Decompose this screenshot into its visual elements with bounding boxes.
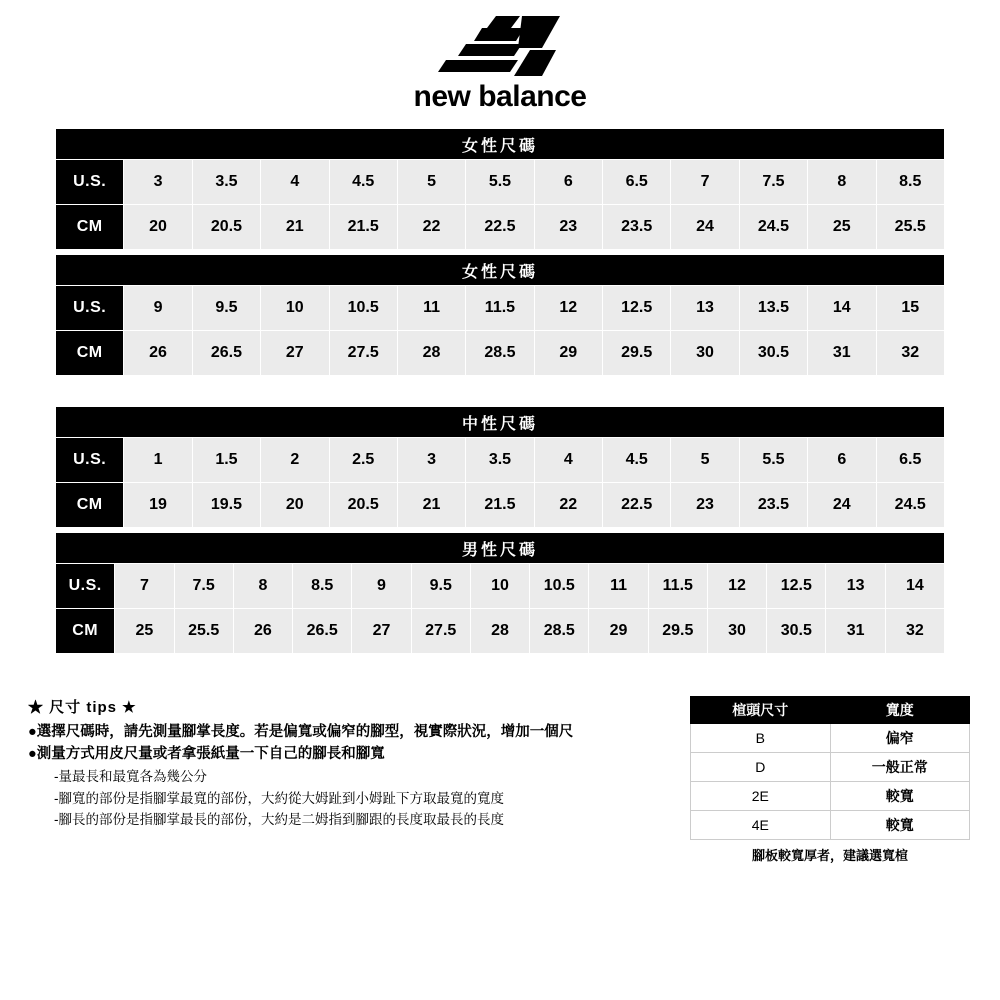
cell: 29 [589,609,648,654]
tips-sub: -量最長和最寬各為幾公分 [54,768,207,784]
table-header-row [56,129,945,160]
cell: 10 [470,564,529,609]
cell: 29.5 [603,331,671,376]
row-label: CM [56,331,124,376]
cell: 10 [261,286,329,331]
cell: 2.5 [329,438,397,483]
width-code: 4E [691,811,831,840]
cell: 5 [397,160,465,205]
cell: 31 [808,331,876,376]
cell: 10.5 [329,286,397,331]
cell: 12.5 [603,286,671,331]
size-table-women-1 [55,128,945,250]
nb-logo-icon [430,14,570,80]
cell: 26 [233,609,292,654]
cell: 24.5 [876,483,945,528]
cell: 28.5 [466,331,534,376]
table-title: 男性尺碼 [56,533,945,564]
cell: 29 [534,331,602,376]
width-value: 偏窄 [830,724,970,753]
table-row [56,286,945,331]
cell: 27.5 [329,331,397,376]
tips-sub: -腳寬的部份是指腳掌最寬的部份，大約從大姆趾到小姆趾下方取最寬的寬度 [54,790,504,806]
bottom-section [0,696,1000,864]
cell: 27 [261,331,329,376]
table-title: 女性尺碼 [56,129,945,160]
width-table-header-cell: 楦頭尺寸 [691,697,831,724]
row-label: U.S. [56,286,124,331]
tips-sub: -腳長的部份是指腳掌最長的部份，大約是二姆指到腳跟的長度取最長的長度 [54,812,504,828]
cell: 31 [826,609,885,654]
cell: 22.5 [466,205,534,250]
cell: 13.5 [739,286,807,331]
cell: 23 [671,483,739,528]
size-tables [0,128,1000,654]
cell: 22.5 [603,483,671,528]
width-value: 較寬 [830,782,970,811]
brand-logo [0,0,1000,112]
size-tips [28,696,678,831]
cell: 5 [671,438,739,483]
cell: 29.5 [648,609,707,654]
cell: 28 [397,331,465,376]
cell: 11.5 [648,564,707,609]
tips-title: ★ 尺寸 tips ★ [28,699,137,716]
cell: 27 [352,609,411,654]
table-row [691,782,970,811]
width-value: 較寬 [830,811,970,840]
cell: 20.5 [192,205,260,250]
cell: 1 [124,438,192,483]
cell: 19 [124,483,192,528]
width-code: 2E [691,782,831,811]
tips-bullet: ●選擇尺碼時，請先測量腳掌長度。若是偏寬或偏窄的腳型，視實際狀況，增加一個尺 [28,724,574,740]
cell: 24.5 [739,205,807,250]
cell: 26.5 [293,609,352,654]
table-row [56,331,945,376]
cell: 30.5 [767,609,826,654]
row-label: U.S. [56,438,124,483]
cell: 24 [808,483,876,528]
cell: 9.5 [411,564,470,609]
cell: 3 [397,438,465,483]
width-table [690,696,970,840]
cell: 24 [671,205,739,250]
width-table-note: 腳板較寬厚者，建議選寬楦 [751,848,908,863]
cell: 10.5 [530,564,589,609]
cell: 30.5 [739,331,807,376]
cell: 28.5 [530,609,589,654]
table-title: 中性尺碼 [56,407,945,438]
tips-bullet: ●測量方式用皮尺量或者拿張紙量一下自己的腳長和腳寬 [28,746,385,763]
cell: 8 [808,160,876,205]
width-code: B [691,724,831,753]
cell: 32 [876,331,945,376]
table-row [56,564,945,609]
table-row [56,438,945,483]
cell: 25 [115,609,174,654]
cell: 22 [397,205,465,250]
cell: 20.5 [329,483,397,528]
row-label: U.S. [56,160,124,205]
cell: 7.5 [174,564,233,609]
cell: 12 [707,564,766,609]
cell: 8 [233,564,292,609]
cell: 8.5 [876,160,945,205]
cell: 11.5 [466,286,534,331]
cell: 28 [470,609,529,654]
cell: 19.5 [192,483,260,528]
table-title: 女性尺碼 [56,255,945,286]
row-label: CM [56,609,115,654]
cell: 7 [671,160,739,205]
cell: 14 [808,286,876,331]
cell: 9 [352,564,411,609]
cell: 4.5 [603,438,671,483]
cell: 32 [885,609,944,654]
cell: 3 [124,160,192,205]
table-header-row [56,533,945,564]
cell: 5.5 [739,438,807,483]
cell: 23 [534,205,602,250]
row-label: U.S. [56,564,115,609]
cell: 25.5 [174,609,233,654]
cell: 23.5 [739,483,807,528]
cell: 13 [826,564,885,609]
cell: 5.5 [466,160,534,205]
cell: 13 [671,286,739,331]
width-table-header-cell: 寬度 [830,697,970,724]
cell: 21 [261,205,329,250]
cell: 6.5 [876,438,945,483]
table-row [56,609,945,654]
cell: 6.5 [603,160,671,205]
cell: 7 [115,564,174,609]
cell: 6 [808,438,876,483]
width-table-section [690,696,970,864]
cell: 6 [534,160,602,205]
row-label: CM [56,205,124,250]
cell: 21.5 [466,483,534,528]
cell: 12 [534,286,602,331]
row-label: CM [56,483,124,528]
cell: 7.5 [739,160,807,205]
size-table-unisex [55,406,945,528]
cell: 3.5 [466,438,534,483]
cell: 21.5 [329,205,397,250]
cell: 25.5 [876,205,945,250]
cell: 30 [671,331,739,376]
cell: 14 [885,564,944,609]
cell: 1.5 [192,438,260,483]
cell: 4 [261,160,329,205]
cell: 26.5 [192,331,260,376]
cell: 20 [261,483,329,528]
width-code: D [691,753,831,782]
brand-name: new balance [413,80,587,113]
table-row [691,753,970,782]
cell: 4 [534,438,602,483]
cell: 23.5 [603,205,671,250]
cell: 11 [397,286,465,331]
table-header-row [56,255,945,286]
cell: 2 [261,438,329,483]
cell: 25 [808,205,876,250]
cell: 21 [397,483,465,528]
table-row [56,205,945,250]
cell: 20 [124,205,192,250]
cell: 8.5 [293,564,352,609]
cell: 11 [589,564,648,609]
table-row [56,483,945,528]
cell: 12.5 [767,564,826,609]
cell: 3.5 [192,160,260,205]
width-value: 一般正常 [830,753,970,782]
cell: 9.5 [192,286,260,331]
table-row [691,724,970,753]
table-row [56,160,945,205]
cell: 30 [707,609,766,654]
table-header-row [56,407,945,438]
cell: 26 [124,331,192,376]
cell: 15 [876,286,945,331]
size-table-women-2 [55,254,945,376]
size-table-men [55,532,945,654]
cell: 27.5 [411,609,470,654]
cell: 9 [124,286,192,331]
table-row [691,811,970,840]
cell: 4.5 [329,160,397,205]
cell: 22 [534,483,602,528]
width-table-header-row [691,697,970,724]
